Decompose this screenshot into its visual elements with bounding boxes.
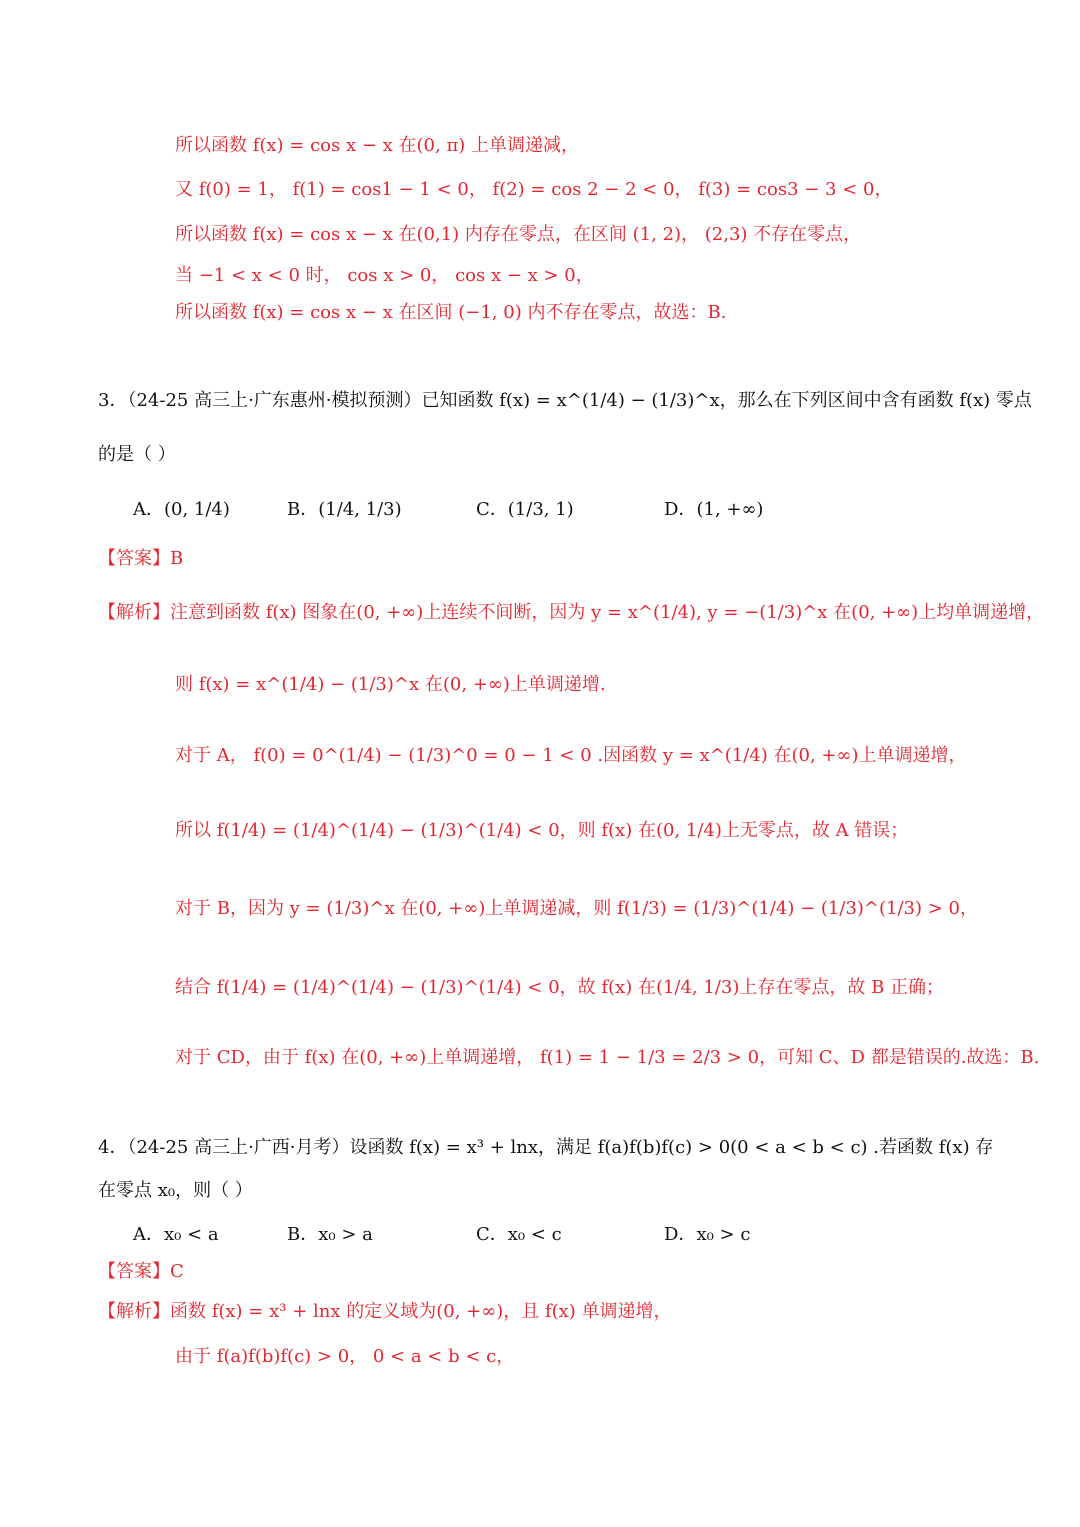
q3-analysis-line-4: 所以 f(1/4) = (1/4)^(1/4) − (1/3)^(1/4) < 0，则 f(x) 在(0, 1/4)上无零点，故 A 错误； <box>175 820 909 841</box>
q4-option-c-label: C． <box>476 1224 508 1245</box>
q3-analysis-line-6: 结合 f(1/4) = (1/4)^(1/4) − (1/3)^(1/4) < 0，故 f(x) 在(1/4, 1/3)上存在零点，故 B 正确； <box>175 977 945 998</box>
q4-stem-line-2: 在零点 x₀，则（ ） <box>98 1180 253 1201</box>
q3-analysis-line-3: 对于 A， f(0) = 0^(1/4) − (1/3)^0 = 0 − 1 < 0 .因函数 y = x^(1/4) 在(0, +∞)上单调递增， <box>175 745 967 766</box>
q4-option-c-value: x₀ < c <box>507 1224 562 1245</box>
q4-option-c <box>476 1220 562 1246</box>
q3-option-c-value: (1/3, 1) <box>507 499 574 520</box>
q3-analysis-line-5: 对于 B，因为 y = (1/3)^x 在(0, +∞)上单调递减，则 f(1/3) = (1/3)^(1/4) − (1/3)^(1/3) > 0， <box>175 898 978 919</box>
q3-analysis-text-1: 注意到函数 f(x) 图象在(0, +∞)上连续不间断，因为 y = x^(1/4), y = −(1/3)^x 在(0, +∞)上均单调递增， <box>170 602 1045 623</box>
q3-answer-label: 【答案】 <box>98 548 170 569</box>
q4-analysis-text-1: 函数 f(x) = x³ + lnx 的定义域为(0, +∞)，且 f(x) 单调递增， <box>170 1301 672 1322</box>
prev-solution-line-4: 当 −1 < x < 0 时， cos x > 0， cos x − x > 0， <box>175 265 594 286</box>
prev-solution-line-5: 所以函数 f(x) = cos x − x 在区间 (−1, 0) 内不存在零点，故选：B. <box>175 302 727 323</box>
q3-option-b-value: (1/4, 1/3) <box>318 499 402 520</box>
q3-option-d-label: D． <box>664 499 697 520</box>
q3-analysis-line-2: 则 f(x) = x^(1/4) − (1/3)^x 在(0, +∞)上单调递增. <box>175 674 606 695</box>
q4-stem-line-1: 4．（24-25 高三上·广西·月考）设函数 f(x) = x³ + lnx，满足 f(a)f(b)f(c) > 0(0 < a < b < c) .若函数 f(x) 存 <box>98 1137 994 1158</box>
q4-option-a-value: x₀ < a <box>164 1224 219 1245</box>
q3-option-c <box>476 495 574 521</box>
q3-analysis-line-1 <box>98 600 1044 626</box>
q3-option-d <box>664 495 763 521</box>
q3-answer-value: B <box>170 548 184 569</box>
q3-analysis-line-7: 对于 CD，由于 f(x) 在(0, +∞)上单调递增， f(1) = 1 − 1/3 = 2/3 > 0，可知 C、D 都是错误的.故选：B. <box>175 1047 1040 1068</box>
q4-answer-label: 【答案】 <box>98 1261 170 1282</box>
q3-option-a-label: A． <box>133 499 164 520</box>
q3-option-d-value: (1, +∞) <box>696 499 764 520</box>
q4-option-a-label: A． <box>133 1224 164 1245</box>
q3-analysis-label: 【解析】 <box>98 602 170 623</box>
q3-stem-line-2: 的是（ ） <box>98 444 176 465</box>
prev-solution-line-1: 所以函数 f(x) = cos x − x 在(0, π) 上单调递减， <box>175 135 580 156</box>
q3-answer <box>98 546 183 572</box>
q4-analysis-label: 【解析】 <box>98 1301 170 1322</box>
q4-option-d <box>664 1220 750 1246</box>
q3-option-a <box>133 495 230 521</box>
q3-option-a-value: (0, 1/4) <box>164 499 230 520</box>
q4-option-b-label: B． <box>287 1224 319 1245</box>
q4-option-b-value: x₀ > a <box>318 1224 373 1245</box>
q3-option-c-label: C． <box>476 499 508 520</box>
q3-stem-line-1: 3．（24-25 高三上·广东惠州·模拟预测）已知函数 f(x) = x^(1/4) − (1/3)^x，那么在下列区间中含有函数 f(x) 零点 <box>98 390 1032 411</box>
q4-analysis-line-1 <box>98 1299 672 1325</box>
q4-option-d-value: x₀ > c <box>696 1224 751 1245</box>
q3-option-b-label: B． <box>287 499 319 520</box>
q4-answer <box>98 1259 184 1285</box>
q4-answer-value: C <box>170 1261 184 1282</box>
q4-option-d-label: D． <box>664 1224 697 1245</box>
q4-analysis-line-2: 由于 f(a)f(b)f(c) > 0， 0 < a < b < c， <box>175 1346 515 1367</box>
prev-solution-line-2: 又 f(0) = 1， f(1) = cos1 − 1 < 0， f(2) = cos 2 − 2 < 0， f(3) = cos3 − 3 < 0， <box>175 179 893 200</box>
q3-option-b <box>287 495 402 521</box>
q4-option-b <box>287 1220 373 1246</box>
prev-solution-line-3: 所以函数 f(x) = cos x − x 在(0,1) 内存在零点，在区间 (1, 2)， (2,3) 不存在零点， <box>175 224 862 245</box>
q4-option-a <box>133 1220 219 1246</box>
